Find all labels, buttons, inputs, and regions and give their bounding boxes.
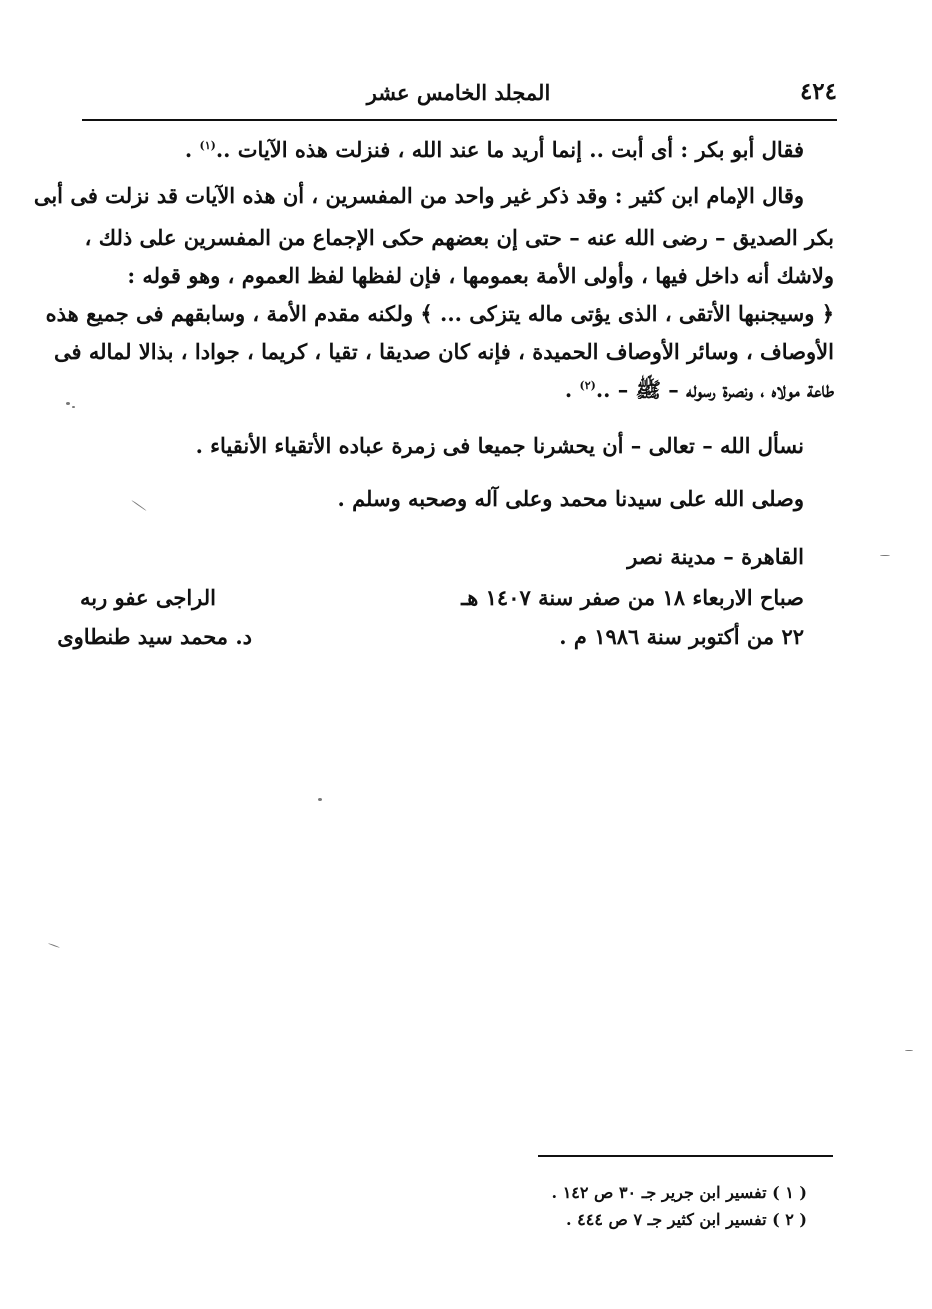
scan-speck: [66, 402, 70, 405]
signature-author: د. محمد سيد طنطاوى: [57, 624, 252, 649]
signature-closing: الراجى عفو ربه: [79, 585, 216, 610]
body-line-1: [185, 137, 804, 162]
body-line-4: [127, 263, 834, 288]
body-line-6-text: الأوصاف ، وسائر الأوصاف الحميدة ، فإنه كان صديقا ، تقيا ، كريما ، جوادا ، بذالا لماله فى: [54, 339, 834, 364]
footnote-rule: [538, 1155, 833, 1157]
body-line-3: [85, 225, 834, 250]
body-line-6: [54, 339, 834, 364]
prayer-line-2: [337, 486, 804, 511]
body-line-5: [46, 301, 834, 326]
body-line-2: [34, 183, 804, 208]
signature-date-gregorian-text: ٢٢ من أكتوبر سنة ١٩٨٦ م .: [559, 624, 804, 649]
footnote-ref-1: (١): [199, 139, 216, 152]
prayer-line-2-text: وصلى الله على سيدنا محمد وعلى آله وصحبه وسلم .: [337, 486, 804, 511]
running-title: المجلد الخامس عشر: [366, 80, 551, 105]
scan-speck: [880, 555, 890, 556]
body-line-7: [565, 377, 834, 408]
signature-date-gregorian: [559, 624, 804, 649]
signature-place: [627, 544, 804, 569]
page-header: [80, 76, 837, 116]
line-end-period-1: .: [184, 137, 200, 162]
header-rule: [82, 119, 837, 121]
body-line-4-text: ولاشك أنه داخل فيها ، وأولى الأمة بعمومها ، فإن لفظها لفظ العموم ، وهو قوله :: [127, 263, 834, 288]
line-end-period-2: .: [564, 377, 580, 402]
signature-date-hijri: [461, 585, 804, 610]
body-line-5-text: ﴿ وسيجنبها الأتقى ، الذى يؤتى ماله يتزكى ... ﴾ ولكنه مقدم الأمة ، وسابقهم فى جميع هذه: [45, 301, 834, 326]
footnote-2: ( ٢ ) تفسير ابن كثير جـ ٧ ص ٤٤٤ .: [566, 1210, 807, 1229]
scan-speck: [72, 406, 75, 408]
signature-date-hijri-text: صباح الاربعاء ١٨ من صفر سنة ١٤٠٧ هـ: [461, 585, 804, 610]
scan-speck: [48, 943, 60, 948]
body-line-2-text: وقال الإمام ابن كثير : وقد ذكر غير واحد من المفسرين ، أن هذه الآيات قد نزلت فى أبى: [33, 183, 804, 208]
prayer-line-1: [196, 433, 804, 458]
body-line-3-text: بكر الصديق – رضى الله عنه – حتى إن بعضهم حكى الإجماع من المفسرين على ذلك ،: [84, 225, 834, 250]
body-line-1-text: فقال أبو بكر : أى أبت .. إنما أريد ما عند الله ، فنزلت هذه الآيات ..: [215, 137, 804, 162]
scan-speck: [318, 798, 322, 801]
scan-speck: [131, 500, 146, 511]
prayer-line-1-text: نسأل الله – تعالى – أن يحشرنا جميعا فى زمرة عباده الأتقياء الأنقياء .: [195, 433, 804, 458]
body-line-7-text: طاعة مولاه ، ونصرة رسوله – ﷺ – ..: [595, 377, 834, 402]
page-number: ٤٢٤: [799, 78, 837, 105]
signature-place-text: القاهرة – مدينة نصر: [627, 544, 804, 569]
scan-speck: [905, 1050, 913, 1051]
footnote-ref-2: (٢): [579, 379, 596, 392]
footnote-1: ( ١ ) تفسير ابن جرير جـ ٣٠ ص ١٤٢ .: [551, 1183, 807, 1202]
